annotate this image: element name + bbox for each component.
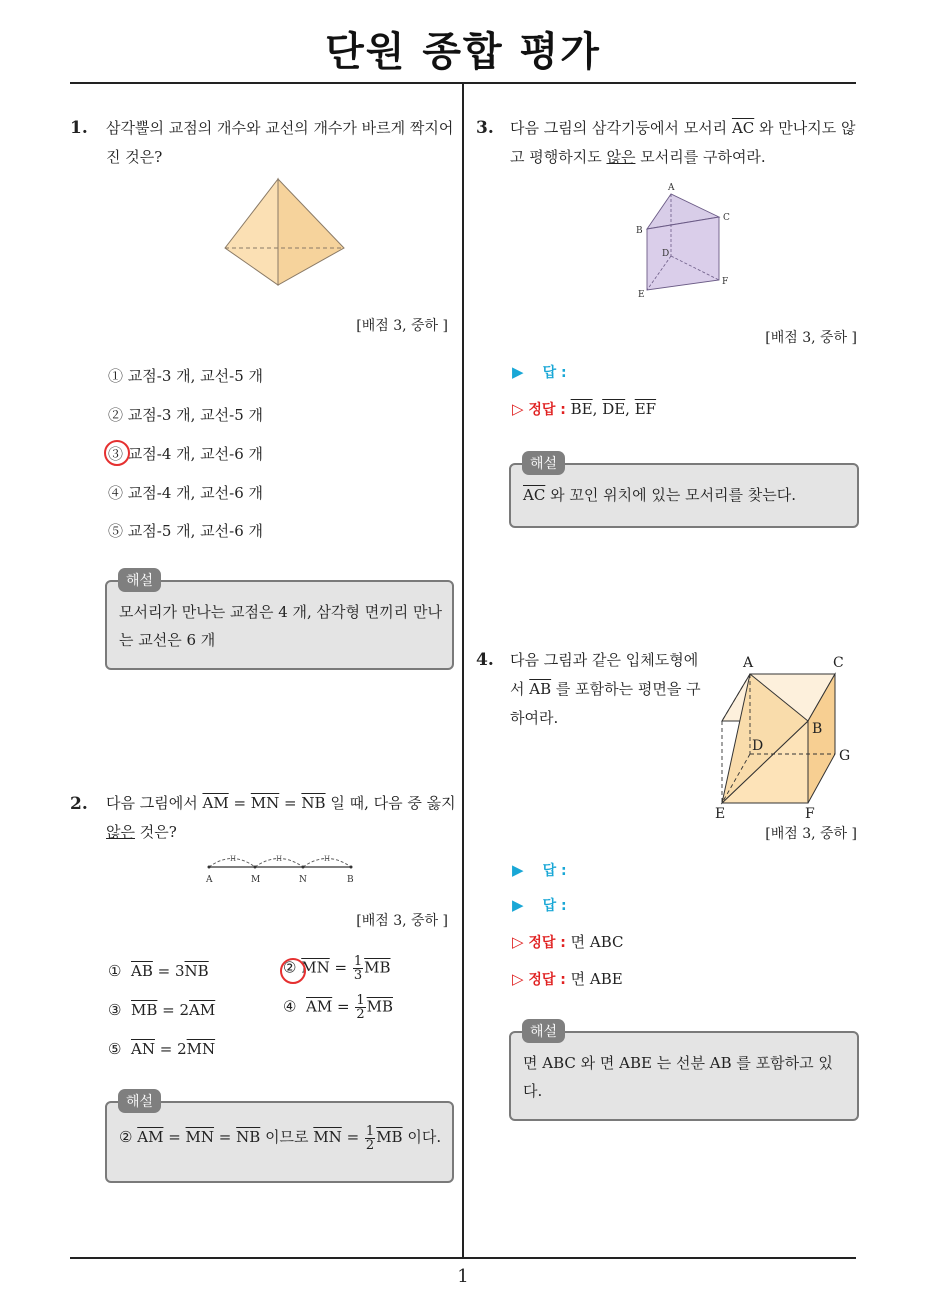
outline-play-icon: ▷ xyxy=(512,933,524,951)
vertex-label: A xyxy=(743,655,754,671)
question-meta: [배점 3, 중하 ] xyxy=(356,318,448,334)
bottom-rule xyxy=(70,1257,856,1259)
point-label-b: B xyxy=(347,875,354,885)
option-1[interactable]: ① 교점-3 개, 교선-5 개 xyxy=(108,367,264,385)
page-number: 1 xyxy=(457,1266,469,1287)
question-number: 3. xyxy=(476,118,494,138)
vertex-label: G xyxy=(839,748,851,764)
question-meta: [배점 3, 중하 ] xyxy=(765,826,857,842)
solution-box xyxy=(509,1031,859,1121)
option-2[interactable]: ② 교점-3 개, 교선-5 개 xyxy=(108,406,264,424)
question-text: 다음 그림과 같은 입체도형에 서 $\overline{AB}$ 를 포함하는 평면을 구 하여라. xyxy=(510,651,701,727)
solution-tag: 해설 xyxy=(522,451,565,475)
question-number: 1. xyxy=(70,118,88,138)
triangular-prism-figure xyxy=(630,180,740,302)
column-divider xyxy=(462,83,464,1259)
play-icon: ▶ xyxy=(512,896,524,914)
solution-tag: 해설 xyxy=(118,1089,161,1113)
line-segment-figure xyxy=(200,850,365,886)
question-text: 삼각뿔의 교점의 개수와 교선의 개수가 바르게 짝지어 진 것은? xyxy=(106,119,454,166)
option-4[interactable]: ④ $\overline{AM}$ = $\frac{1}{2}$ $\overline{MB}$ xyxy=(283,993,393,1022)
point-label-n: N xyxy=(299,875,307,885)
answer-row: ▶ 답 : xyxy=(512,861,567,879)
correct-answer-row: ▷ 정답 : 면 ABC xyxy=(512,933,624,951)
answer-circle-mark xyxy=(104,440,130,466)
answer-row: ▶ 답 : xyxy=(512,363,567,381)
vertex-label: C xyxy=(723,213,730,223)
point-label-m: M xyxy=(251,875,261,885)
correct-answer-row: ▷ 정답 : $\overline{BE}$, $\overline{DE}$, $\overline{EF}$ xyxy=(512,400,657,418)
solution-tag: 해설 xyxy=(522,1019,565,1043)
solution-box xyxy=(105,1101,454,1183)
question-number: 2. xyxy=(70,794,88,814)
option-2[interactable]: ② $\overline{MN}$ = $\frac{1}{3}$ $\overline{MB}$ xyxy=(283,954,391,983)
svg-text:H: H xyxy=(276,855,283,863)
outline-play-icon: ▷ xyxy=(512,400,524,418)
option-3[interactable]: ③ $\overline{MB} = 2\overline{AM}$ xyxy=(108,1001,216,1019)
pyramid-figure xyxy=(222,176,348,290)
vertex-label: E xyxy=(715,806,726,822)
option-5[interactable]: ⑤ $\overline{AN} = 2\overline{MN}$ xyxy=(108,1040,216,1058)
vertex-label: F xyxy=(722,277,729,287)
option-4[interactable]: ④ 교점-4 개, 교선-6 개 xyxy=(108,484,264,502)
play-icon: ▶ xyxy=(512,363,524,381)
svg-text:H: H xyxy=(324,855,331,863)
answer-circle-mark xyxy=(280,958,306,984)
vertex-label: B xyxy=(636,226,643,236)
vertex-label: B xyxy=(812,721,823,737)
solution-text: $\overline{AC}$ 와 꼬인 위치에 있는 모서리를 찾는다. xyxy=(523,486,797,504)
question-text: 다음 그림에서 $\overline{AM} = \overline{MN} = \overline{NB}$ 일 때, 다음 중 옳지 않은 것은? xyxy=(106,794,456,841)
question-meta: [배점 3, 중하 ] xyxy=(356,913,448,929)
solution-tag: 해설 xyxy=(118,568,161,592)
vertex-label: C xyxy=(833,655,844,671)
answer-row: ▶ 답 : xyxy=(512,896,567,914)
question-number: 4. xyxy=(476,650,494,670)
vertex-label: E xyxy=(638,290,645,300)
solution-text: 모서리가 만나는 교점은 4 개, 삼각형 면끼리 만나 는 교선은 6 개 xyxy=(119,603,442,649)
question-meta: [배점 3, 중하 ] xyxy=(765,330,857,346)
play-icon: ▶ xyxy=(512,861,524,879)
vertex-label: D xyxy=(752,738,764,754)
vertex-label: F xyxy=(805,806,815,822)
solution-text: ② $\overline{AM} = \overline{MN} = \overline{NB}$ 이므로 $\overline{MN}$ = $\frac{1}{2}$ $\overline{MB}$ 이다. xyxy=(119,1123,442,1153)
svg-text:H: H xyxy=(230,855,237,863)
solution-box xyxy=(105,580,454,670)
outline-play-icon: ▷ xyxy=(512,970,524,988)
question-text: 다음 그림의 삼각기둥에서 모서리 $\overline{AC}$ 와 만나지도 않 고 평행하지도 않은 모서리를 구하여라. xyxy=(510,119,856,166)
correct-answer-row: ▷ 정답 : 면 ABE xyxy=(512,970,623,988)
vertex-label: A xyxy=(668,183,675,193)
vertex-label: D xyxy=(662,249,670,259)
option-3[interactable]: ③ 교점-4 개, 교선-6 개 xyxy=(108,445,264,463)
page-title: 단원 종합 평가 xyxy=(325,29,601,75)
point-label-a: A xyxy=(206,875,213,885)
option-1[interactable]: ① $\overline{AB} = 3\overline{NB}$ xyxy=(108,962,209,980)
solution-text: 면 ABC 와 면 ABE 는 선분 AB 를 포함하고 있 다. xyxy=(523,1054,833,1100)
solid-figure xyxy=(708,652,858,824)
option-5[interactable]: ⑤ 교점-5 개, 교선-6 개 xyxy=(108,522,264,540)
